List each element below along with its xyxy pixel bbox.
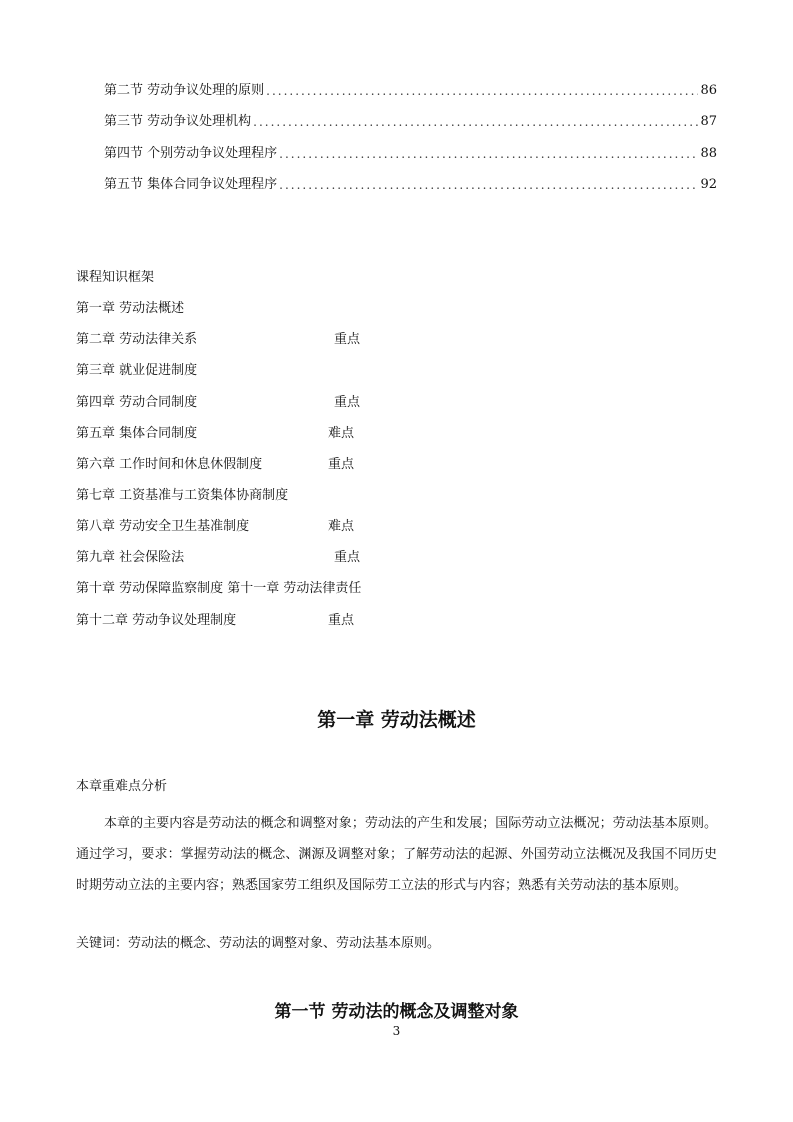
toc-entry-label: 第三节 劳动争议处理机构 (104, 114, 252, 129)
analysis-paragraph: 本章的主要内容是劳动法的概念和调整对象；劳动法的产生和发展；国际劳动立法概况；劳动法基本原则。通过学习，要求：掌握劳动法的概念、渊源及调整对象；了解劳动法的起源、外国劳动立法概况及我国不同历史时期劳动立法的主要内容；熟悉国家劳工组织及国际劳工立法的形式与内容；熟悉有关劳动法的基本原则。 (76, 816, 717, 893)
toc-leader-dots (279, 145, 698, 163)
toc-leader-dots (266, 82, 698, 100)
toc-entry[interactable] (104, 145, 717, 163)
page-number: 3 (392, 1024, 401, 1038)
framework-item (76, 456, 476, 474)
toc-entry[interactable] (104, 113, 717, 131)
framework-item-tag: 重点 (334, 395, 361, 410)
framework-item (76, 394, 476, 412)
toc-entry-page: 88 (700, 146, 717, 161)
toc-entry-label: 第二节 劳动争议处理的原则 (104, 83, 265, 98)
toc-entry[interactable] (104, 82, 717, 100)
toc-entry-page: 86 (700, 83, 717, 98)
framework-item (76, 487, 476, 505)
framework-item (76, 580, 476, 598)
framework-item (76, 362, 476, 380)
toc-leader-dots (253, 113, 698, 131)
framework-item-label: 第四章 劳动合同制度 (76, 395, 198, 410)
analysis-heading: 本章重难点分析 (76, 779, 168, 794)
framework-item-label: 第六章 工作时间和休息休假制度 (76, 457, 263, 472)
framework-item-label: 第十章 劳动保障监察制度 第十一章 劳动法律责任 (76, 581, 362, 596)
framework-item (76, 518, 476, 536)
framework-item-tag: 难点 (328, 519, 355, 534)
framework-item-tag: 重点 (334, 550, 361, 565)
framework-item-label: 第八章 劳动安全卫生基准制度 (76, 519, 250, 534)
keywords-line: 关键词：劳动法的概念、劳动法的调整对象、劳动法基本原则。 (76, 936, 441, 951)
framework-item-label: 第九章 社会保险法 (76, 550, 185, 565)
framework-item-label: 第二章 劳动法律关系 (76, 332, 198, 347)
toc-leader-dots (279, 176, 698, 194)
framework-item-label: 第一章 劳动法概述 (76, 301, 185, 316)
framework-item (76, 425, 476, 443)
framework-item (76, 549, 476, 567)
framework-item-label: 第三章 就业促进制度 (76, 363, 198, 378)
framework-item-tag: 难点 (328, 426, 355, 441)
toc-entry-label: 第五节 集体合同争议处理程序 (104, 177, 278, 192)
framework-item-label: 第十二章 劳动争议处理制度 (76, 613, 237, 628)
framework-item-label: 第七章 工资基准与工资集体协商制度 (76, 488, 289, 503)
framework-item (76, 331, 476, 349)
toc-entry-page: 92 (700, 177, 717, 192)
framework-item-tag: 重点 (334, 332, 361, 347)
framework-item-tag: 重点 (328, 457, 355, 472)
toc-entry[interactable] (104, 176, 717, 194)
chapter-title: 第一章 劳动法概述 (317, 709, 476, 731)
framework-item-label: 第五章 集体合同制度 (76, 426, 198, 441)
toc-entry-label: 第四节 个别劳动争议处理程序 (104, 146, 278, 161)
framework-item-tag: 重点 (328, 613, 355, 628)
framework-item (76, 300, 476, 318)
section-title: 第一节 劳动法的概念及调整对象 (274, 1002, 519, 1022)
framework-item (76, 612, 476, 630)
framework-heading: 课程知识框架 (76, 270, 155, 285)
toc-entry-page: 87 (700, 114, 717, 129)
